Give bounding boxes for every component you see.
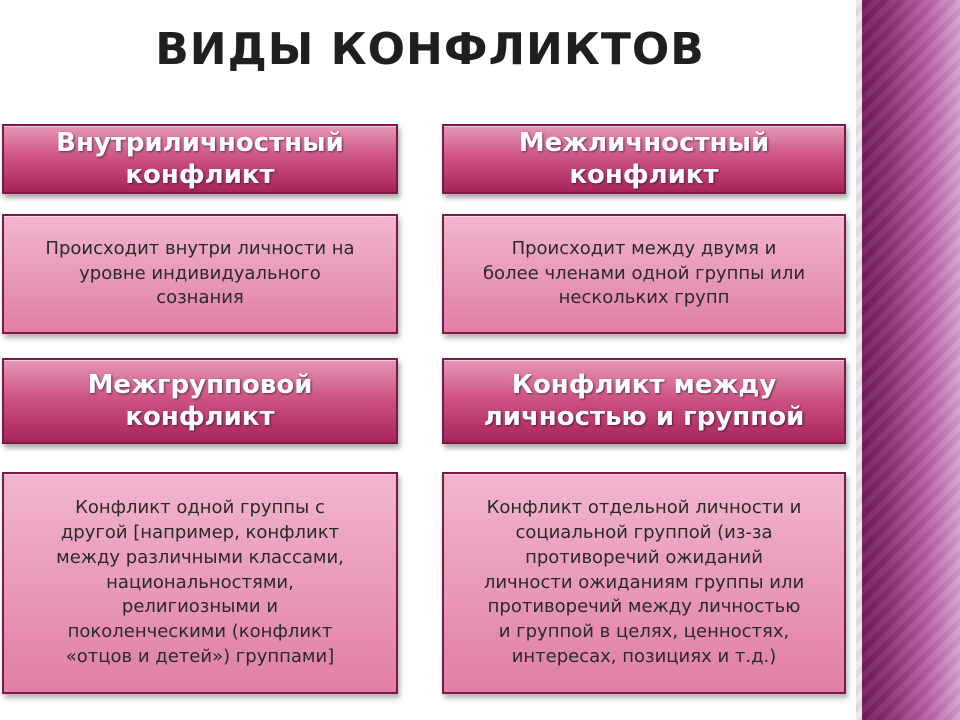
type-header-label: Межличностный конфликт xyxy=(518,127,770,190)
type-description-text: Происходит между двумя и более членами одной группы или нескольких групп xyxy=(482,237,806,309)
type-description-text: Конфликт отдельной личности и социальной группой (из-за противоречий ожиданий личности ожиданиям группы или противоречий между личностью и группой в целях, ценностях, интересах, позициях и т.д.) xyxy=(483,497,805,668)
page-title: ВИДЫ КОНФЛИКТОВ xyxy=(155,24,705,75)
type-description-intergroup xyxy=(2,472,398,694)
decorative-side-band xyxy=(856,0,960,720)
type-header-interpersonal xyxy=(442,124,846,194)
type-header-label: Внутриличностный конфликт xyxy=(56,127,344,190)
type-description-text: Происходит внутри личности на уровне индивидуального сознания xyxy=(45,237,355,309)
type-description-interpersonal xyxy=(442,214,846,334)
type-header-label: Межгрупповой конфликт xyxy=(87,369,313,432)
side-band-pattern xyxy=(856,0,960,720)
type-description-person-group xyxy=(442,472,846,694)
type-description-text: Конфликт одной группы с другой [например, конфликт между различными классами, национальностями, религиозными и поколенческими (конфликт «отцов и детей») группами] xyxy=(56,497,344,668)
type-header-intrapersonal xyxy=(2,124,398,194)
type-header-label: Конфликт между личностью и группой xyxy=(483,369,805,432)
type-header-person-group xyxy=(442,358,846,444)
type-header-intergroup xyxy=(2,358,398,444)
type-description-intrapersonal xyxy=(2,214,398,334)
